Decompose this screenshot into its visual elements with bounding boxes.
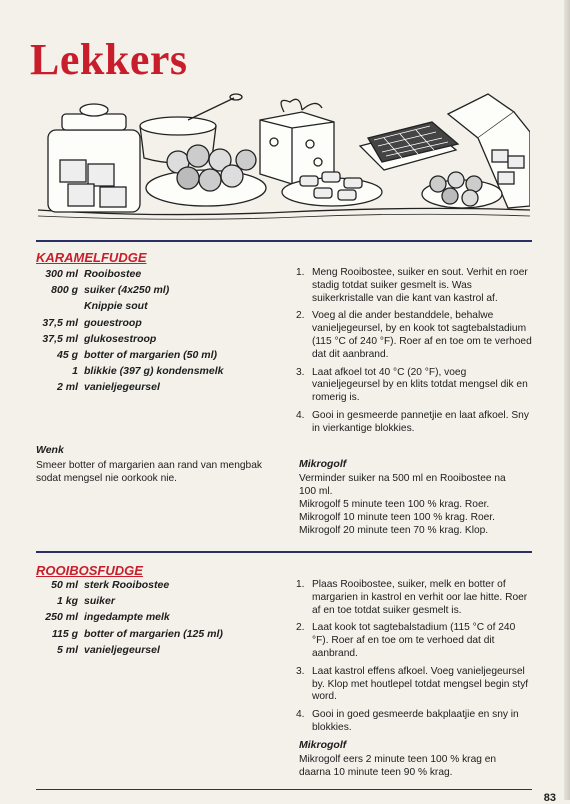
ingredient-row bbox=[30, 298, 223, 314]
page-edge bbox=[564, 0, 570, 800]
karamelfudge-micro-title: Mikrogolf bbox=[299, 458, 347, 470]
step-number: 1. bbox=[296, 267, 305, 278]
ingredient-row bbox=[30, 626, 223, 642]
ingredient-amount: 115 g bbox=[51, 627, 78, 640]
micro-line: 100 ml. bbox=[299, 486, 333, 497]
step-text: Voeg al die ander bestanddele, behalwe vanieljegeursel, by en kook tot sagtebalstadium (115 °C of 240 °F). Roer af en toe om te verhoed dat dit aanbrand. bbox=[312, 310, 532, 360]
karamelfudge-steps bbox=[296, 267, 534, 441]
ingredient-row bbox=[30, 379, 223, 395]
ingredient-name: blikkie (397 g) kondensmelk bbox=[84, 365, 224, 378]
step-text: Laat kook tot sagtebalstadium (115 °C of 240 °F). Roer af en toe om te verhoed dat dit aanbrand. bbox=[312, 622, 516, 659]
karamelfudge-ingredients bbox=[30, 266, 223, 396]
ingredient-amount: 250 ml bbox=[45, 611, 78, 624]
step-text: Laat kastrol effens afkoel. Voeg vanieljegeursel by. Klop met houtlepel totdat mengsel begin styf word. bbox=[312, 665, 529, 703]
micro-line: Mikrogolf 5 minute teen 100 % krag. Roer. bbox=[299, 499, 490, 510]
step-number: 2. bbox=[296, 310, 305, 322]
section-rule-bottom bbox=[36, 789, 532, 790]
step-item bbox=[296, 310, 534, 361]
step-number: 1. bbox=[296, 579, 305, 590]
step-item bbox=[296, 267, 534, 305]
ingredient-amount: 2 ml bbox=[56, 381, 78, 394]
step-number: 3. bbox=[296, 366, 305, 378]
ingredient-amount: 50 ml bbox=[51, 579, 78, 591]
section-rule-top bbox=[36, 240, 532, 242]
micro-line: Verminder suiker na 500 ml en Rooibostee na bbox=[299, 473, 506, 484]
page-number: 83 bbox=[543, 792, 556, 804]
ingredient-name: Knippie sout bbox=[84, 300, 148, 313]
micro-line: Mikrogolf 20 minute teen 70 % krag. Klop. bbox=[299, 525, 489, 536]
ingredient-row bbox=[30, 266, 223, 282]
ingredient-row bbox=[30, 331, 223, 347]
ingredient-amount: 1 kg bbox=[56, 595, 78, 608]
karamelfudge-title: KARAMELFUDGE bbox=[36, 250, 147, 265]
karamelfudge-tip-title: Wenk bbox=[36, 444, 64, 456]
ingredient-amount: 800 g bbox=[51, 284, 78, 297]
step-item bbox=[296, 622, 534, 660]
step-number: 2. bbox=[296, 622, 305, 634]
micro-line: Mikrogolf eers 2 minute teen 100 % krag en bbox=[299, 754, 497, 765]
ingredient-row bbox=[30, 609, 223, 625]
step-text: Laat afkoel tot 40 °C (20 °F), voeg vanieljegeursel by en klits totdat mengsel dik en romerig is. bbox=[312, 366, 528, 404]
rooibosfudge-micro-title: Mikrogolf bbox=[299, 739, 347, 751]
ingredient-amount: 5 ml bbox=[56, 643, 78, 656]
karamelfudge-tip-text: Smeer botter of margarien aan rand van mengbak sodat mengsel nie oorkook nie. bbox=[36, 460, 262, 484]
ingredient-name: vanieljegeursel bbox=[84, 381, 160, 394]
ingredient-amount: 45 g bbox=[56, 348, 78, 361]
ingredient-name: botter of margarien (50 ml) bbox=[84, 348, 218, 361]
ingredient-amount: 37,5 ml bbox=[42, 332, 78, 345]
step-text: Gooi in gesmeerde pannetjie en laat afkoel. Sny in vierkantige blokkies. bbox=[312, 409, 529, 434]
ingredient-row bbox=[30, 347, 223, 363]
ingredient-amount: 37,5 ml bbox=[42, 316, 78, 329]
section-rule-middle bbox=[36, 551, 532, 553]
ingredient-name: Rooibostee bbox=[84, 268, 142, 280]
ingredient-name: sterk Rooibostee bbox=[84, 579, 170, 591]
ingredient-name: botter of margarien (125 ml) bbox=[84, 627, 223, 640]
ingredient-name: ingedampte melk bbox=[84, 611, 170, 624]
step-text: Gooi in goed gesmeerde bakplaatjie en sny in blokkies. bbox=[312, 709, 519, 733]
step-number: 3. bbox=[296, 665, 305, 677]
ingredient-row bbox=[30, 282, 223, 298]
ingredient-row bbox=[30, 363, 223, 379]
step-item bbox=[296, 579, 534, 617]
rooibosfudge-ingredients bbox=[30, 577, 223, 658]
step-item bbox=[296, 666, 534, 704]
ingredient-row bbox=[30, 642, 223, 658]
ingredient-name: suiker bbox=[84, 595, 115, 608]
ingredient-amount: 1 bbox=[72, 365, 78, 378]
ingredient-name: glukosestroop bbox=[84, 332, 157, 345]
step-item bbox=[296, 367, 534, 405]
step-item bbox=[296, 410, 534, 436]
sweets-illustration bbox=[38, 92, 530, 222]
ingredient-name: suiker (4x250 ml) bbox=[84, 284, 170, 297]
ingredient-row bbox=[30, 593, 223, 609]
page-title: Lekkers bbox=[30, 35, 188, 84]
micro-line: daarna 10 minute teen 90 % krag. bbox=[299, 767, 453, 778]
step-text: Meng Rooibostee, suiker en sout. Verhit en roer stadig totdat suiker gesmelt is. Was suikerkristalle van die kant van kastrol af. bbox=[312, 267, 528, 304]
ingredient-row bbox=[30, 315, 223, 331]
ingredient-name: vanieljegeursel bbox=[84, 643, 160, 656]
step-number: 4. bbox=[296, 709, 305, 721]
micro-line: Mikrogolf 10 minute teen 100 % krag. Roer. bbox=[299, 512, 495, 523]
rooibosfudge-title: ROOIBOSFUDGE bbox=[36, 563, 143, 578]
step-text: Plaas Rooibostee, suiker, melk en botter of margarien in kastrol en verhit oor lae hitte. Roer af en toe totdat suiker gesmelt is. bbox=[312, 579, 528, 616]
rooibosfudge-steps bbox=[296, 579, 534, 740]
ingredient-row bbox=[30, 577, 223, 593]
step-item bbox=[296, 709, 534, 735]
rooibosfudge-micro-text bbox=[299, 753, 535, 779]
step-number: 4. bbox=[296, 409, 305, 421]
ingredient-name: gouestroop bbox=[84, 316, 142, 329]
ingredient-amount bbox=[30, 298, 84, 314]
ingredient-amount: 300 ml bbox=[45, 268, 78, 280]
karamelfudge-micro-text bbox=[299, 472, 535, 537]
